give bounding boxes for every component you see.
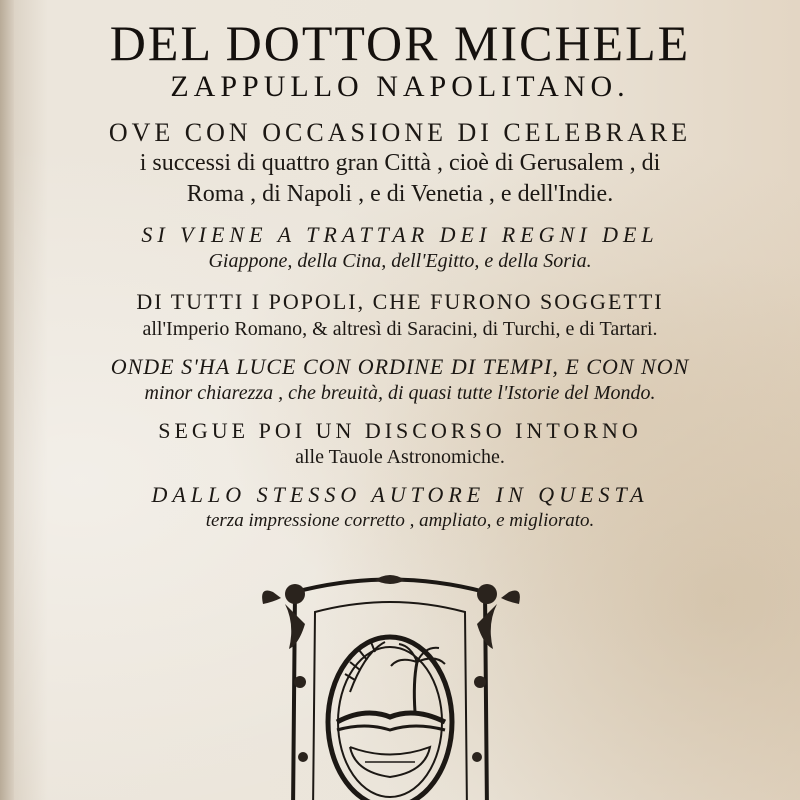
subtitle-heading-3: DI TUTTI I POPOLI, CHE FURONO SOGGETTI <box>136 289 664 314</box>
author-line: DEL DOTTOR MICHELE <box>109 15 691 71</box>
subtitle-text-1b: Roma , di Napoli , e di Venetia , e dell'Indie. <box>186 181 614 207</box>
edition-heading: DALLO STESSO AUTORE IN QUESTA <box>151 482 649 507</box>
subtitle-heading-2: SI VIENE A TRATTAR DEI REGNI DEL <box>141 222 659 247</box>
subtitle-heading-4: ONDE S'HA LUCE CON ORDINE DI TEMPI, E CON NON <box>110 354 690 379</box>
printers-device-handshake-icon <box>255 572 525 800</box>
subtitle-text-3: all'Imperio Romano, & altresì di Saracini, di Turchi, e di Tartari. <box>142 318 658 340</box>
subtitle-text-5: alle Tauole Astronomiche. <box>295 446 505 468</box>
subtitle-heading-1: OVE CON OCCASIONE DI CELEBRARE <box>108 118 692 147</box>
subtitle-text-4: minor chiarezza , che breuità, di quasi tutte l'Istorie del Mondo. <box>144 382 656 404</box>
subtitle-text-2: Giappone, della Cina, dell'Egitto, e della Soria. <box>208 250 592 272</box>
subtitle-text-1a: i successi di quattro gran Città , cioè di Gerusalem , di <box>139 150 661 176</box>
author-origin-line: ZAPPULLO NAPOLITANO. <box>170 70 630 103</box>
edition-text: terza impressione corretto , ampliato, e migliorato. <box>205 510 595 531</box>
subtitle-heading-5: SEGUE POI UN DISCORSO INTORNO <box>158 418 642 443</box>
